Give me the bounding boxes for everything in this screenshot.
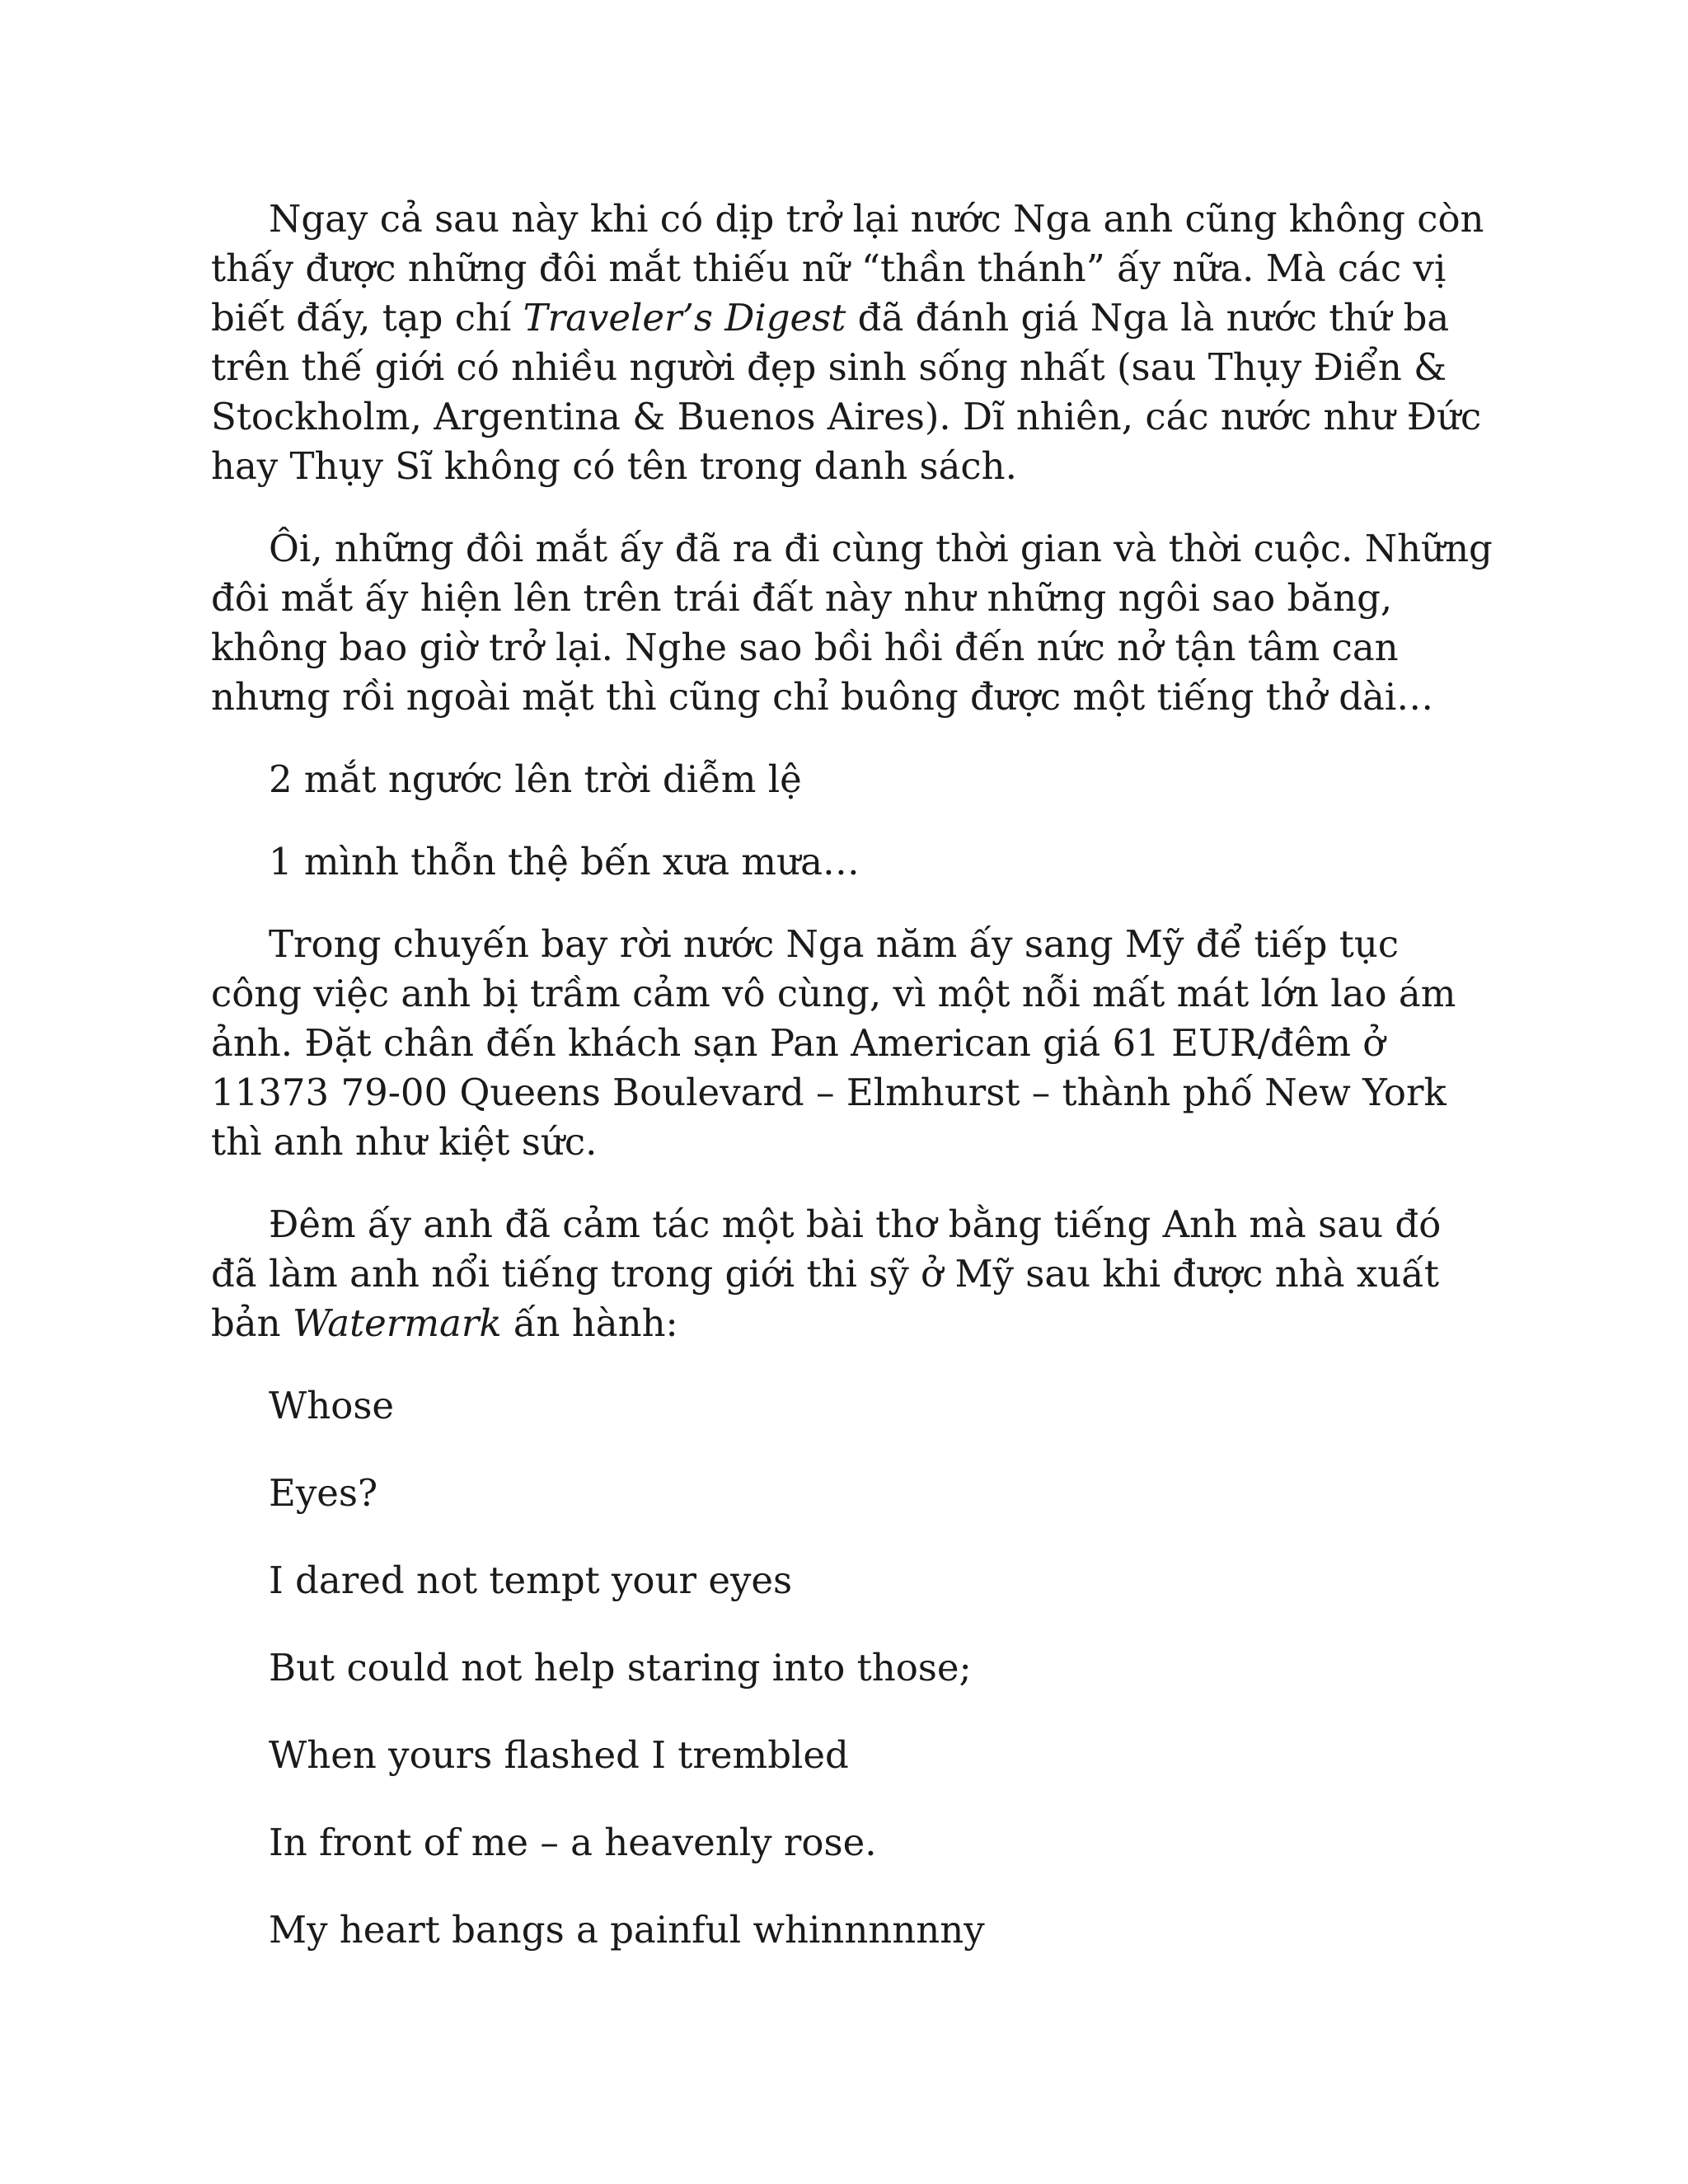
magazine-title: Traveler’s Digest xyxy=(523,296,846,340)
verse-line-vn-1: 2 mắt ngước lên trời diễm lệ xyxy=(269,757,802,801)
paragraph-1-text-b: đã đánh giá Nga là nước thứ ba trên thế giới có nhiều người đẹp sinh sống nhất (sau Thụy Điển & Stockholm, Argentina & Buenos Aires). Dĩ nhiên, các nước như Đức hay Thụy Sĩ không có tên trong danh sách. xyxy=(211,296,1482,488)
poem-line-2: Eyes? xyxy=(269,1471,378,1515)
poem-line-1: Whose xyxy=(269,1384,395,1427)
poem-line-3: I dared not tempt your eyes xyxy=(269,1558,793,1602)
paragraph-1-text-a: Ngay cả sau này khi có dịp trở lại nước Nga anh cũng không còn thấy được những đôi mắt thiếu nữ “thần thánh” ấy nữa. Mà các vị biết đấy, tạp chí xyxy=(211,197,1484,340)
paragraph-4-text-b: ấn hành: xyxy=(501,1301,678,1345)
verse-line-vn-2: 1 mình thỗn thệ bến xưa mưa… xyxy=(269,840,860,883)
paragraph-1 xyxy=(211,194,1497,491)
paragraph-4-text-a: Đêm ấy anh đã cảm tác một bài thơ bằng tiếng Anh mà sau đó đã làm anh nổi tiếng trong giới thi sỹ ở Mỹ sau khi được nhà xuất bản xyxy=(211,1202,1442,1345)
poem-line-7: My heart bangs a painful whinnnnnny xyxy=(269,1908,985,1952)
paragraph-2: Ôi, những đôi mắt ấy đã ra đi cùng thời gian và thời cuộc. Những đôi mắt ấy hiện lên trên trái đất này như những ngôi sao băng, không bao giờ trở lại. Nghe sao bồi hồi đến nức nở tận tâm can nhưng rồi ngoài mặt thì cũng chỉ buông được một tiếng thở dài… xyxy=(211,527,1493,719)
poem-line-4: But could not help staring into those; xyxy=(269,1646,972,1690)
body-text xyxy=(211,194,1497,1993)
poem-line-6: In front of me – a heavenly rose. xyxy=(269,1821,877,1864)
publisher-name: Watermark xyxy=(292,1301,502,1345)
paragraph-3: Trong chuyến bay rời nước Nga năm ấy sang Mỹ để tiếp tục công việc anh bị trầm cảm vô cùng, vì một nỗi mất mát lớn lao ám ảnh. Đặt chân đến khách sạn Pan American giá 61 EUR/đêm ở 11373 79-00 Queens Boulevard – Elmhurst – thành phố New York thì anh như kiệt sức. xyxy=(211,922,1456,1164)
paragraph-4 xyxy=(211,1200,1497,1348)
poem-line-5: When yours flashed I trembled xyxy=(269,1733,849,1777)
